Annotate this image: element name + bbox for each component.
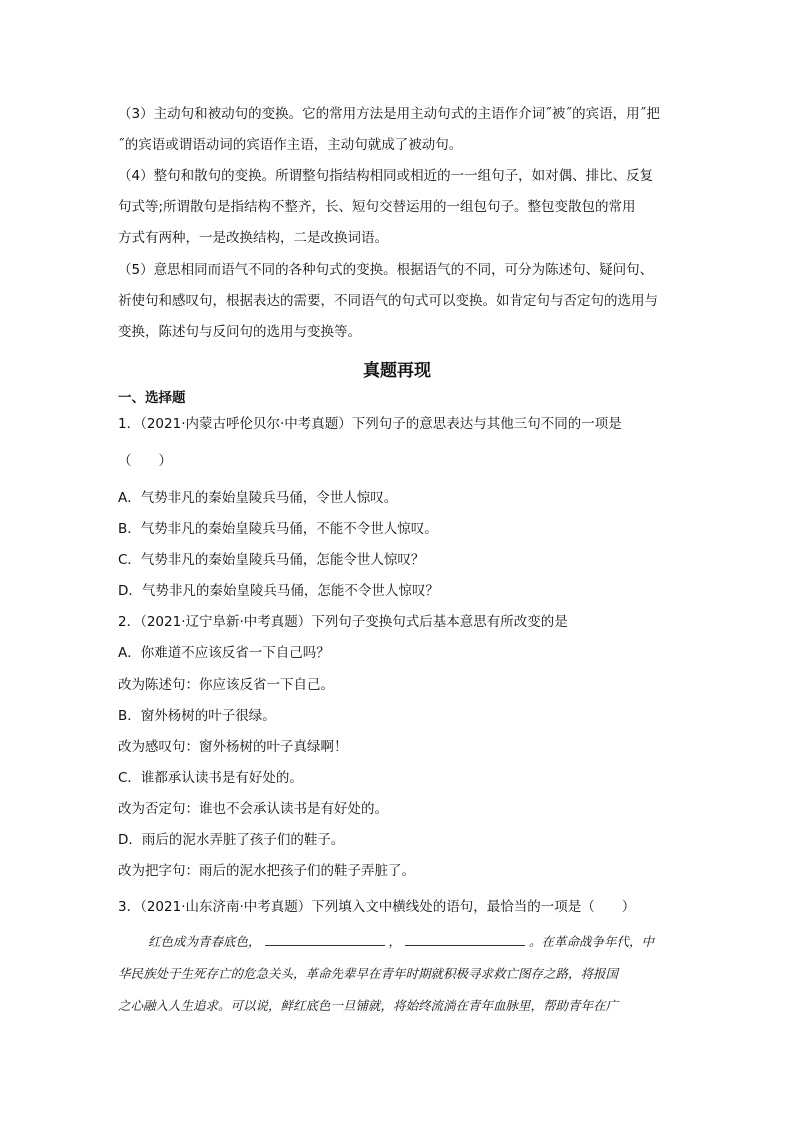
method-paragraph-line: 变换，陈述句与反问句的选用与变换等。 (118, 324, 361, 340)
option-c: C．气势非凡的秦始皇陵兵马俑，怎能令世人惊叹？ (118, 552, 425, 568)
section-title: 真题再现 (363, 361, 431, 381)
section-heading: 一、选择题 (118, 390, 186, 406)
passage-text: 。在革命战争年代，中 (529, 934, 655, 949)
method-paragraph-line: ˝的宾语或谓语动词的宾语作主语，主动句就成了被动句。 (118, 137, 463, 153)
passage-line (148, 932, 654, 952)
question-stem: 2．（2021·辽宁阜新·中考真题）下列句子变换句式后基本意思有所改变的是 (118, 614, 568, 630)
option-b: B．窗外杨树的叶子很绿。 (118, 708, 276, 724)
fill-blank[interactable] (265, 933, 385, 946)
passage-text: 红色成为青春底色， (148, 934, 261, 949)
answer-bracket: （ ） (118, 453, 172, 469)
question-stem: 1．（2021·内蒙古呼伦贝尔·中考真题）下列句子的意思表达与其他三句不同的一项是 (118, 416, 622, 432)
passage-line: 之心融入人生追求。可以说，鲜红底色一旦铺就，将始终流淌在青年血脉里，帮助青年在广 (118, 998, 619, 1013)
method-paragraph-line: （5）意思相同而语气不同的各种句式的变换。根据语气的不同，可分为陈述句、疑问句、 (118, 262, 654, 278)
option-c: C．谁都承认读书是有好处的。 (118, 770, 303, 786)
method-paragraph-line: 句式等;所谓散句是指结构不整齐，长、短句交替运用的一组包句子。整包变散包的常用 (118, 199, 636, 215)
option-d: D．气势非凡的秦始皇陵兵马俑，怎能不令世人惊叹？ (118, 583, 439, 599)
rewrite-line: 改为陈述句：你应该反省一下自己。 (118, 677, 334, 693)
method-paragraph-line: （3）主动句和被动句的变换。它的常用方法是用主动句式的主语作介词˝被˝的宾语，用˝把 (118, 106, 660, 122)
option-b: B．气势非凡的秦始皇陵兵马俑，不能不令世人惊叹。 (118, 521, 438, 537)
fill-blank[interactable] (405, 933, 525, 946)
option-d: D．雨后的泥水弄脏了孩子们的鞋子。 (118, 832, 345, 848)
method-paragraph-line: 方式有两种，一是改换结构，二是改换词语。 (118, 230, 388, 246)
rewrite-line: 改为感叹句：窗外杨树的叶子真绿啊！ (118, 739, 348, 755)
passage-text: ， (388, 934, 402, 949)
option-a: A．你难道不应该反省一下自己吗？ (118, 645, 330, 661)
method-paragraph-line: （4）整句和散句的变换。所谓整句指结构相同或相近的一一组句子，如对偶、排比、反复 (118, 168, 654, 184)
option-a: A．气势非凡的秦始皇陵兵马俑，令世人惊叹。 (118, 490, 398, 506)
method-paragraph-line: 祈使句和感叹句，根据表达的需要，不同语气的句式可以变换。如肯定句与否定句的选用与 (118, 293, 658, 309)
question-stem: 3．（2021·山东济南·中考真题）下列填入文中横线处的语句，最恰当的一项是（ ） (118, 899, 636, 915)
passage-line: 华民族处于生死存亡的危急关头，革命先辈早在青年时期就积极寻求救亡图存之路，将报国 (118, 966, 619, 981)
rewrite-line: 改为否定句：谁也不会承认读书是有好处的。 (118, 801, 388, 817)
rewrite-line: 改为把字句：雨后的泥水把孩子们的鞋子弄脏了。 (118, 863, 415, 879)
